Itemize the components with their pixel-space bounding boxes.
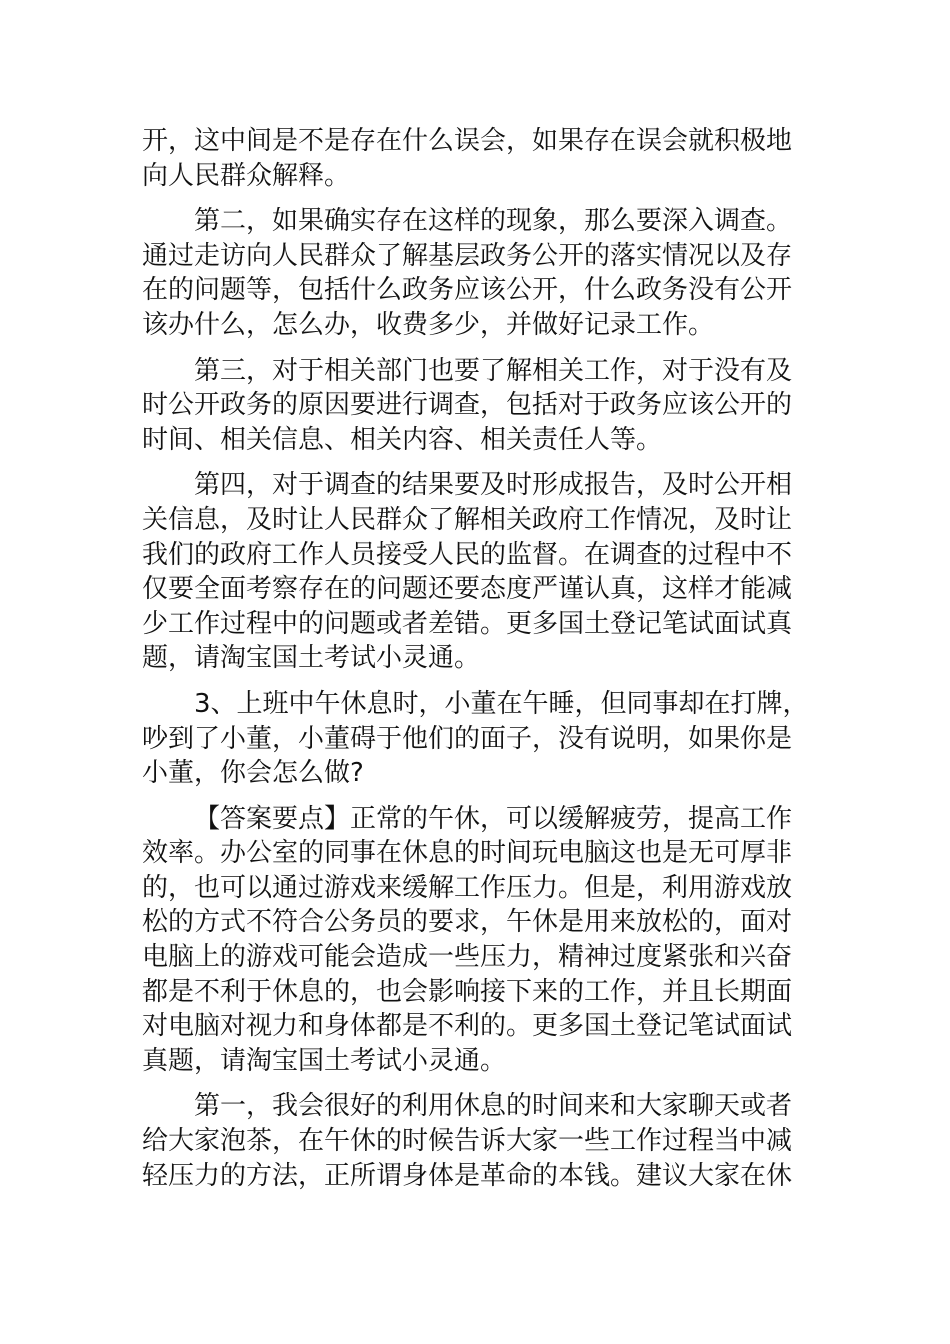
text-line: 第三，对于相关部门也要了解相关工作，对于没有及 <box>194 355 793 386</box>
paragraph-question-three <box>142 687 842 791</box>
text-line: 仅要全面考察存在的问题还要态度严谨认真，这样才能减 <box>142 574 793 605</box>
text-line: 小董，你会怎么做? <box>142 758 364 789</box>
text-line: 【答案要点】正常的午休，可以缓解疲劳，提高工作 <box>194 803 793 834</box>
text-line: 吵到了小董，小董碍于他们的面子，没有说明，如果你是 <box>142 723 793 754</box>
text-line: 通过走访向人民群众了解基层政务公开的落实情况以及存 <box>142 240 793 271</box>
text-line: 第二，如果确实存在这样的现象，那么要深入调查。 <box>194 206 793 237</box>
text-line: 的，也可以通过游戏来缓解工作压力。但是，利用游戏放 <box>142 872 793 903</box>
paragraph-point-two <box>142 204 842 342</box>
text-line: 对电脑对视力和身体都是不利的。更多国土登记笔试面试 <box>142 1011 793 1042</box>
paragraph-answer-one <box>142 1089 842 1193</box>
text-line: 少工作过程中的问题或者差错。更多国土登记笔试面试真 <box>142 608 793 639</box>
document-body <box>142 124 842 1204</box>
paragraph-point-four <box>142 468 842 676</box>
paragraph-answer-points <box>142 802 842 1079</box>
text-line: 轻压力的方法，正所谓身体是革命的本钱。建议大家在休 <box>142 1160 793 1191</box>
text-line: 第一，我会很好的利用休息的时间来和大家聊天或者 <box>194 1091 793 1122</box>
text-line: 给大家泡茶，在午休的时候告诉大家一些工作过程当中减 <box>142 1126 793 1157</box>
text-line: 开，这中间是不是存在什么误会，如果存在误会就积极地 <box>142 126 793 156</box>
text-line: 我们的政府工作人员接受人民的监督。在调查的过程中不 <box>142 539 793 570</box>
text-line: 3、上班中午休息时，小董在午睡，但同事却在打牌， <box>194 688 809 719</box>
text-line: 时公开政务的原因要进行调查，包括对于政务应该公开的 <box>142 390 793 421</box>
text-line: 关信息，及时让人民群众了解相关政府工作情况，及时让 <box>142 504 793 535</box>
text-line: 该办什么，怎么办，收费多少，并做好记录工作。 <box>142 309 715 340</box>
text-line: 向人民群众解释。 <box>142 160 351 191</box>
text-line: 电脑上的游戏可能会造成一些压力，精神过度紧张和兴奋 <box>142 942 793 973</box>
text-line: 在的问题等，包括什么政务应该公开，什么政务没有公开 <box>142 275 793 306</box>
text-line: 效率。办公室的同事在休息的时间玩电脑这也是无可厚非 <box>142 838 793 869</box>
text-line: 真题，请淘宝国土考试小灵通。 <box>142 1045 507 1076</box>
paragraph-point-three <box>142 354 842 458</box>
text-line: 第四，对于调查的结果要及时形成报告，及时公开相 <box>194 470 793 501</box>
paragraph-continuation <box>142 124 842 193</box>
text-line: 都是不利于休息的，也会影响接下来的工作，并且长期面 <box>142 976 793 1007</box>
text-line: 时间、相关信息、相关内容、相关责任人等。 <box>142 424 663 455</box>
text-line: 松的方式不符合公务员的要求，午休是用来放松的，面对 <box>142 907 793 938</box>
text-line: 题，请淘宝国土考试小灵通。 <box>142 643 481 674</box>
